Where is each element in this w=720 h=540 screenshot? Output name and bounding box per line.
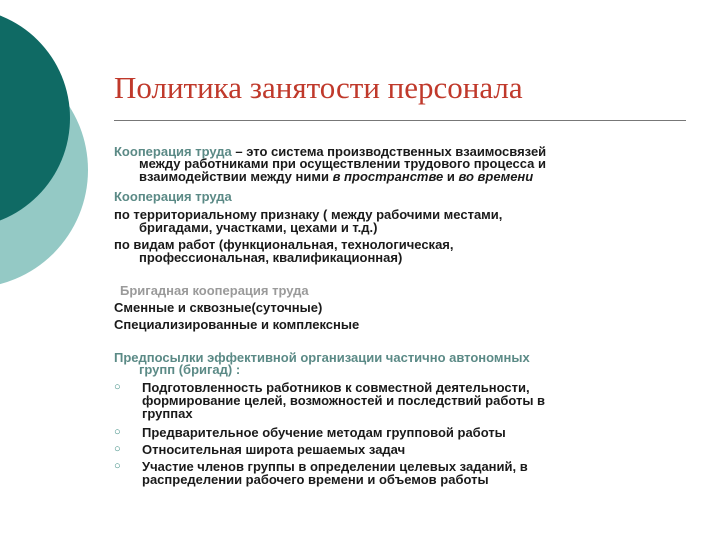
prerequisites-heading-1: Предпосылки эффективной организации частично автономных (114, 350, 530, 365)
definition-italic-time: во времени (458, 169, 534, 184)
prerequisite-item-1-line-3: группах (142, 406, 193, 421)
definition-italic-space: в пространстве (332, 169, 444, 184)
cooperation-work-types-1: по видам работ (функциональная, технологическая, (114, 237, 454, 252)
definition-term: Кооперация труда (114, 144, 232, 159)
prerequisite-item-1-line-1: Подготовленность работников к совместной деятельности, (142, 380, 530, 395)
prerequisite-item-1-line-2: формирование целей, возможностей и последствий работы в (142, 393, 546, 408)
hollow-circle-bullet-icon: ○ (114, 426, 121, 438)
slide-title: Политика занятости персонала (114, 70, 523, 105)
cooperation-territorial-1: по территориальному признаку ( между рабочими местами, (114, 207, 503, 222)
brigade-item-1: Сменные и сквозные(суточные) (114, 300, 323, 315)
prerequisites-heading-2: групп (бригад) : (139, 362, 241, 377)
prerequisite-item-2: Предварительное обучение методам групповой работы (142, 425, 506, 440)
brigade-item-2: Специализированные и комплексные (114, 317, 360, 332)
hollow-circle-bullet-icon: ○ (114, 460, 121, 472)
cooperation-territorial-2: бригадами, участками, цехами и т.д.) (139, 220, 378, 235)
definition-dash-text: – это система производственных взаимосвязей (231, 144, 547, 159)
prerequisite-item-4-line-1: Участие членов группы в определении целевых заданий, в (142, 459, 528, 474)
prerequisite-item-4-line-2: распределении рабочего времени и объемов работы (142, 472, 489, 487)
brigade-heading: Бригадная кооперация труда (120, 283, 309, 298)
cooperation-heading: Кооперация труда (114, 189, 232, 204)
hollow-circle-bullet-icon: ○ (114, 443, 121, 455)
title-divider (114, 120, 686, 121)
prerequisite-item-3: Относительная широта решаемых задач (142, 442, 406, 457)
definition-line-3-start: взаимодействии между ними (139, 169, 333, 184)
decorative-circles (0, 0, 120, 300)
hollow-circle-bullet-icon: ○ (114, 381, 121, 393)
definition-line-2: между работниками при осуществлении трудового процесса и (139, 156, 546, 171)
cooperation-work-types-2: профессиональная, квалификационная) (139, 250, 403, 265)
definition-and: и (443, 169, 459, 184)
definition-line-3 (114, 171, 533, 183)
